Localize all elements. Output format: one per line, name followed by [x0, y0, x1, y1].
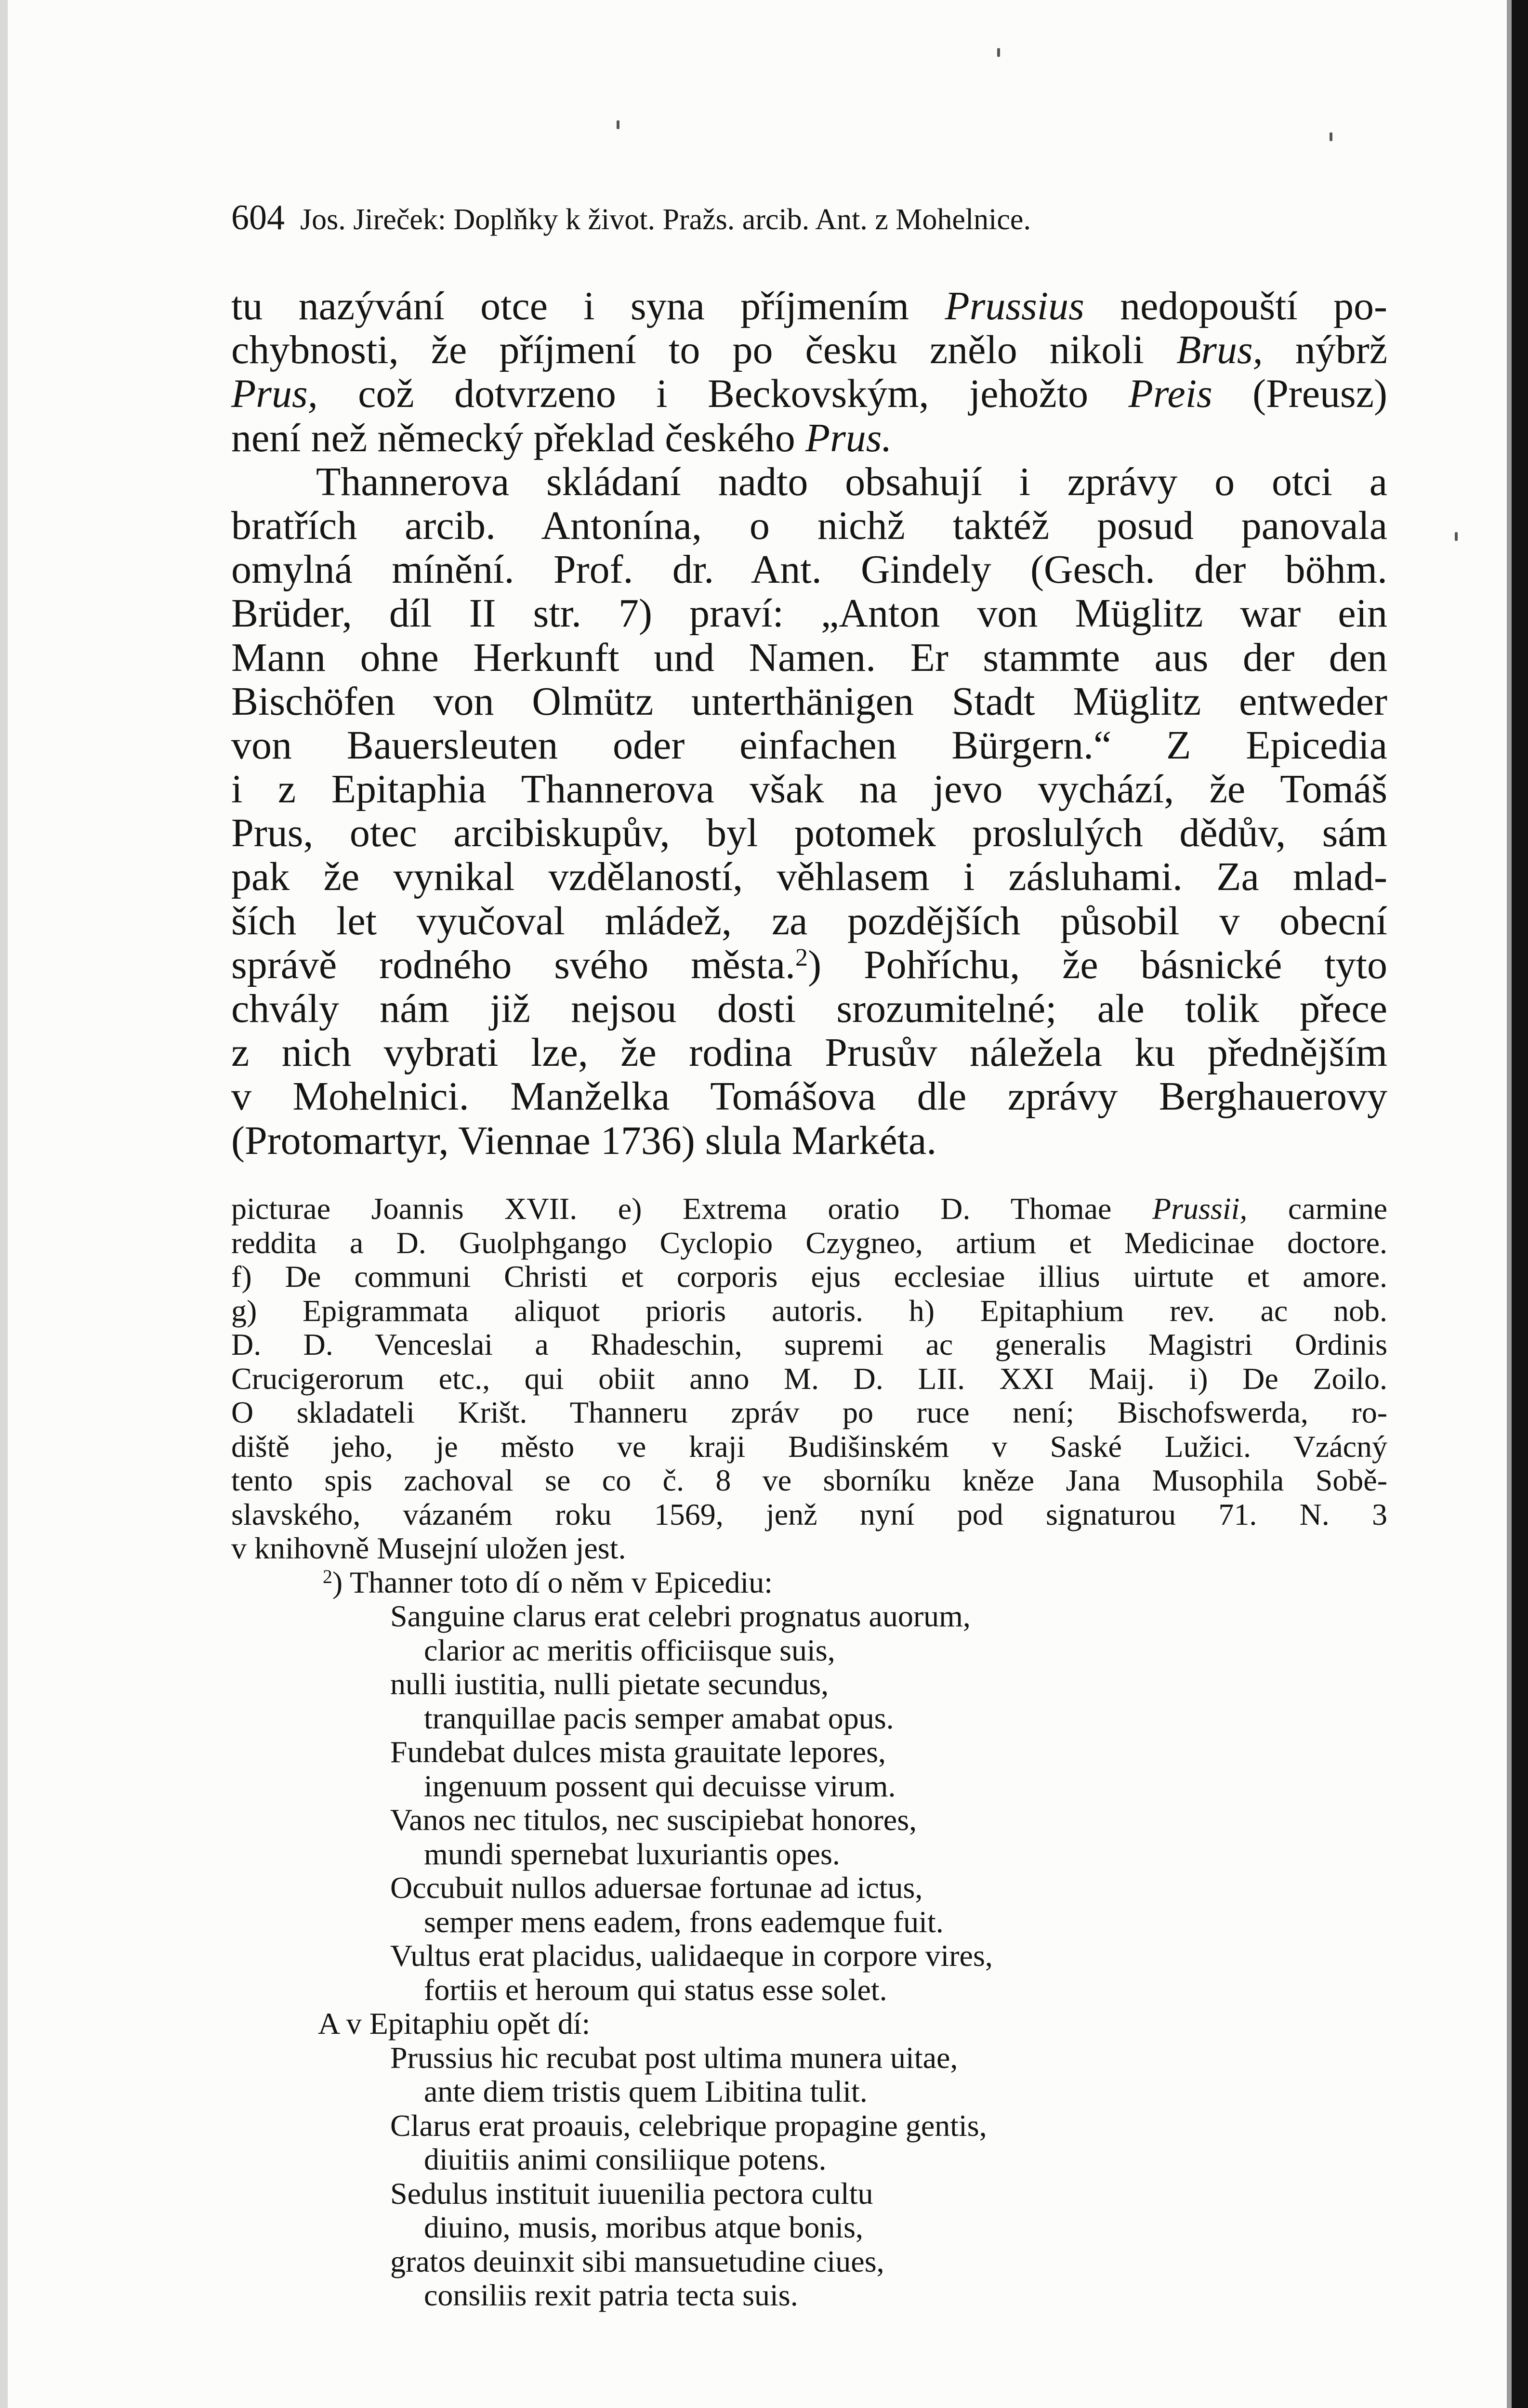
footnote-line: slavského, vázaném roku 1569, jenž nyní pod signaturou 71. N. 3	[231, 1497, 1387, 1531]
scan-speck	[997, 48, 1000, 57]
scan-speck	[617, 120, 619, 129]
paragraph-start: Thannerova skládaní nadto obsahují i zprávy o otci a	[316, 459, 1387, 504]
page-number: 604	[231, 198, 285, 237]
page-right-edge	[1512, 0, 1528, 2408]
page-left-edge	[0, 0, 8, 2408]
footnote-line: picturae Joannis XVII. e) Extrema oratio D. Thomae Prussii, carmine	[231, 1191, 1388, 1226]
verse-line: Vanos nec titulos, nec suscipiebat honores,	[390, 1803, 917, 1837]
text-line: chvály nám již nejsou dosti srozumitelné; ale tolik přece	[231, 986, 1387, 1031]
epitaph-intro: A v Epitaphiu opět dí:	[318, 2006, 591, 2041]
running-header	[231, 189, 1310, 249]
scan-speck	[1455, 532, 1458, 541]
text-line: ších let vyučoval mládež, za pozdějších působil v obecní	[231, 898, 1387, 943]
text-line: chybnosti, že příjmení to po česku znělo nikoli Brus, nýbrž	[231, 327, 1387, 373]
running-title: Jos. Jireček: Doplňky k život. Pražs. arcib. Ant. z Mohelnice.	[300, 203, 1031, 236]
verse-line: semper mens eadem, frons eademque fuit.	[424, 1904, 944, 1939]
page-right-shadow	[1507, 0, 1512, 2408]
scan-speck	[1330, 132, 1332, 141]
footnote-marker: 2	[323, 1566, 332, 1587]
footnotes	[231, 1192, 1387, 2313]
text-line: von Bauersleuten oder einfachen Bürgern.“ Z Epicedia	[231, 722, 1387, 768]
text-line: pak že vynikal vzdělaností, věhlasem i zásluhami. Za mlad-	[231, 854, 1387, 900]
footnote-reference: 2	[795, 943, 808, 971]
text-line: správě rodného svého města.$^2$) Pohříchu, že básnické tyto	[231, 942, 1387, 987]
text-line: i z Epitaphia Thannerova však na jevo vychází, že Tomáš	[231, 767, 1387, 812]
footnote-line: Crucigerorum etc., qui obiit anno M. D. LII. XXI Maij. i) De Zoilo.	[231, 1361, 1387, 1396]
verse-line: Vultus erat placidus, ualidaeque in corpore vires,	[390, 1938, 993, 1973]
verse-line: Sanguine clarus erat celebri prognatus auorum,	[390, 1599, 971, 1633]
text-line: Prus, což dotvrzeno i Beckovským, jehožto Preis (Preusz)	[231, 371, 1387, 417]
text-line: z nich vybrati lze, že rodina Prusův náležela ku přednějším	[231, 1030, 1387, 1075]
text-line: Bischöfen von Olmütz unterthänigen Stadt Müglitz entweder	[231, 679, 1387, 724]
footnote-line: reddita a D. Guolphgango Cyclopio Czygneo, artium et Medicinae doctore.	[231, 1225, 1387, 1260]
text-line: Mann ohne Herkunft und Namen. Er stammte aus der den	[231, 635, 1387, 680]
footnote-line: D. D. Venceslai a Rhadeschin, supremi ac generalis Magistri Ordinis	[231, 1327, 1387, 1361]
text-line: bratřích arcib. Antonína, o nichž taktéž posud panovala	[231, 503, 1387, 548]
verse-line: clarior ac meritis officiisque suis,	[424, 1633, 835, 1667]
footnote-line: f) De communi Christi et corporis ejus ecclesiae illius uirtute et amore.	[231, 1259, 1387, 1294]
footnote-line: v knihovně Musejní uložen jest.	[231, 1531, 626, 1565]
text-line: není než německý překlad českého Prus.	[231, 415, 892, 460]
text-line: v Mohelnici. Manželka Tomášova dle zprávy Berghauerovy	[231, 1074, 1387, 1119]
verse-line: diuino, musis, moribus atque bonis,	[424, 2210, 863, 2244]
footnote-2-intro: $^2$) Thanner toto dí o něm v Epicediu:	[323, 1565, 773, 1599]
verse-line: Sedulus instituit iuuenilia pectora cultu	[390, 2176, 873, 2211]
verse-line: diuitiis animi consiliique potens.	[424, 2142, 827, 2176]
verse-line: gratos deuinxit sibi mansuetudine ciues,	[390, 2244, 884, 2278]
verse-line: Occubuit nullos aduersae fortunae ad ictus,	[390, 1871, 923, 1905]
verse-line: nulli iustitia, nulli pietate secundus,	[390, 1667, 829, 1701]
verse-line: Prussius hic recubat post ultima munera uitae,	[390, 2040, 958, 2075]
main-text	[231, 284, 1387, 1163]
footnote-line: g) Epigrammata aliquot prioris autoris. h) Epitaphium rev. ac nob.	[231, 1293, 1387, 1328]
verse-line: mundi spernebat luxuriantis opes.	[424, 1836, 840, 1871]
verse-line: tranquillae pacis semper amabat opus.	[424, 1701, 894, 1735]
footnote-line: O skladateli Krišt. Thanneru zpráv po ruce není; Bischofswerda, ro-	[231, 1395, 1387, 1429]
footnote-line: tento spis zachoval se co č. 8 ve sborníku kněze Jana Musophila Sobě-	[231, 1463, 1387, 1497]
footnote-line: diště jeho, je město ve kraji Budišinském v Saské Lužici. Vzácný	[231, 1429, 1387, 1464]
verse-line: Clarus erat proauis, celebrique propagine gentis,	[390, 2108, 987, 2143]
verse-line: ingenuum possent qui decuisse virum.	[424, 1768, 896, 1803]
text-line: Prus, otec arcibiskupův, byl potomek proslulých dědův, sám	[231, 811, 1387, 856]
verse-line: consiliis rexit patria tecta suis.	[424, 2278, 798, 2312]
text-line: tu nazývání otce i syna příjmením Prussius nedopouští po-	[231, 284, 1388, 328]
verse-line: fortiis et heroum qui status esse solet.	[424, 1972, 887, 2007]
text-line: Brüder, díl II str. 7) praví: „Anton von Müglitz war ein	[231, 591, 1387, 636]
verse-line: Fundebat dulces mista grauitate lepores,	[390, 1735, 886, 1769]
text-line: omylná mínění. Prof. dr. Ant. Gindely (Gesch. der böhm.	[231, 547, 1387, 592]
verse-line: ante diem tristis quem Libitina tulit.	[424, 2074, 868, 2108]
text-line: (Protomartyr, Viennae 1736) slula Markéta.	[231, 1118, 937, 1163]
